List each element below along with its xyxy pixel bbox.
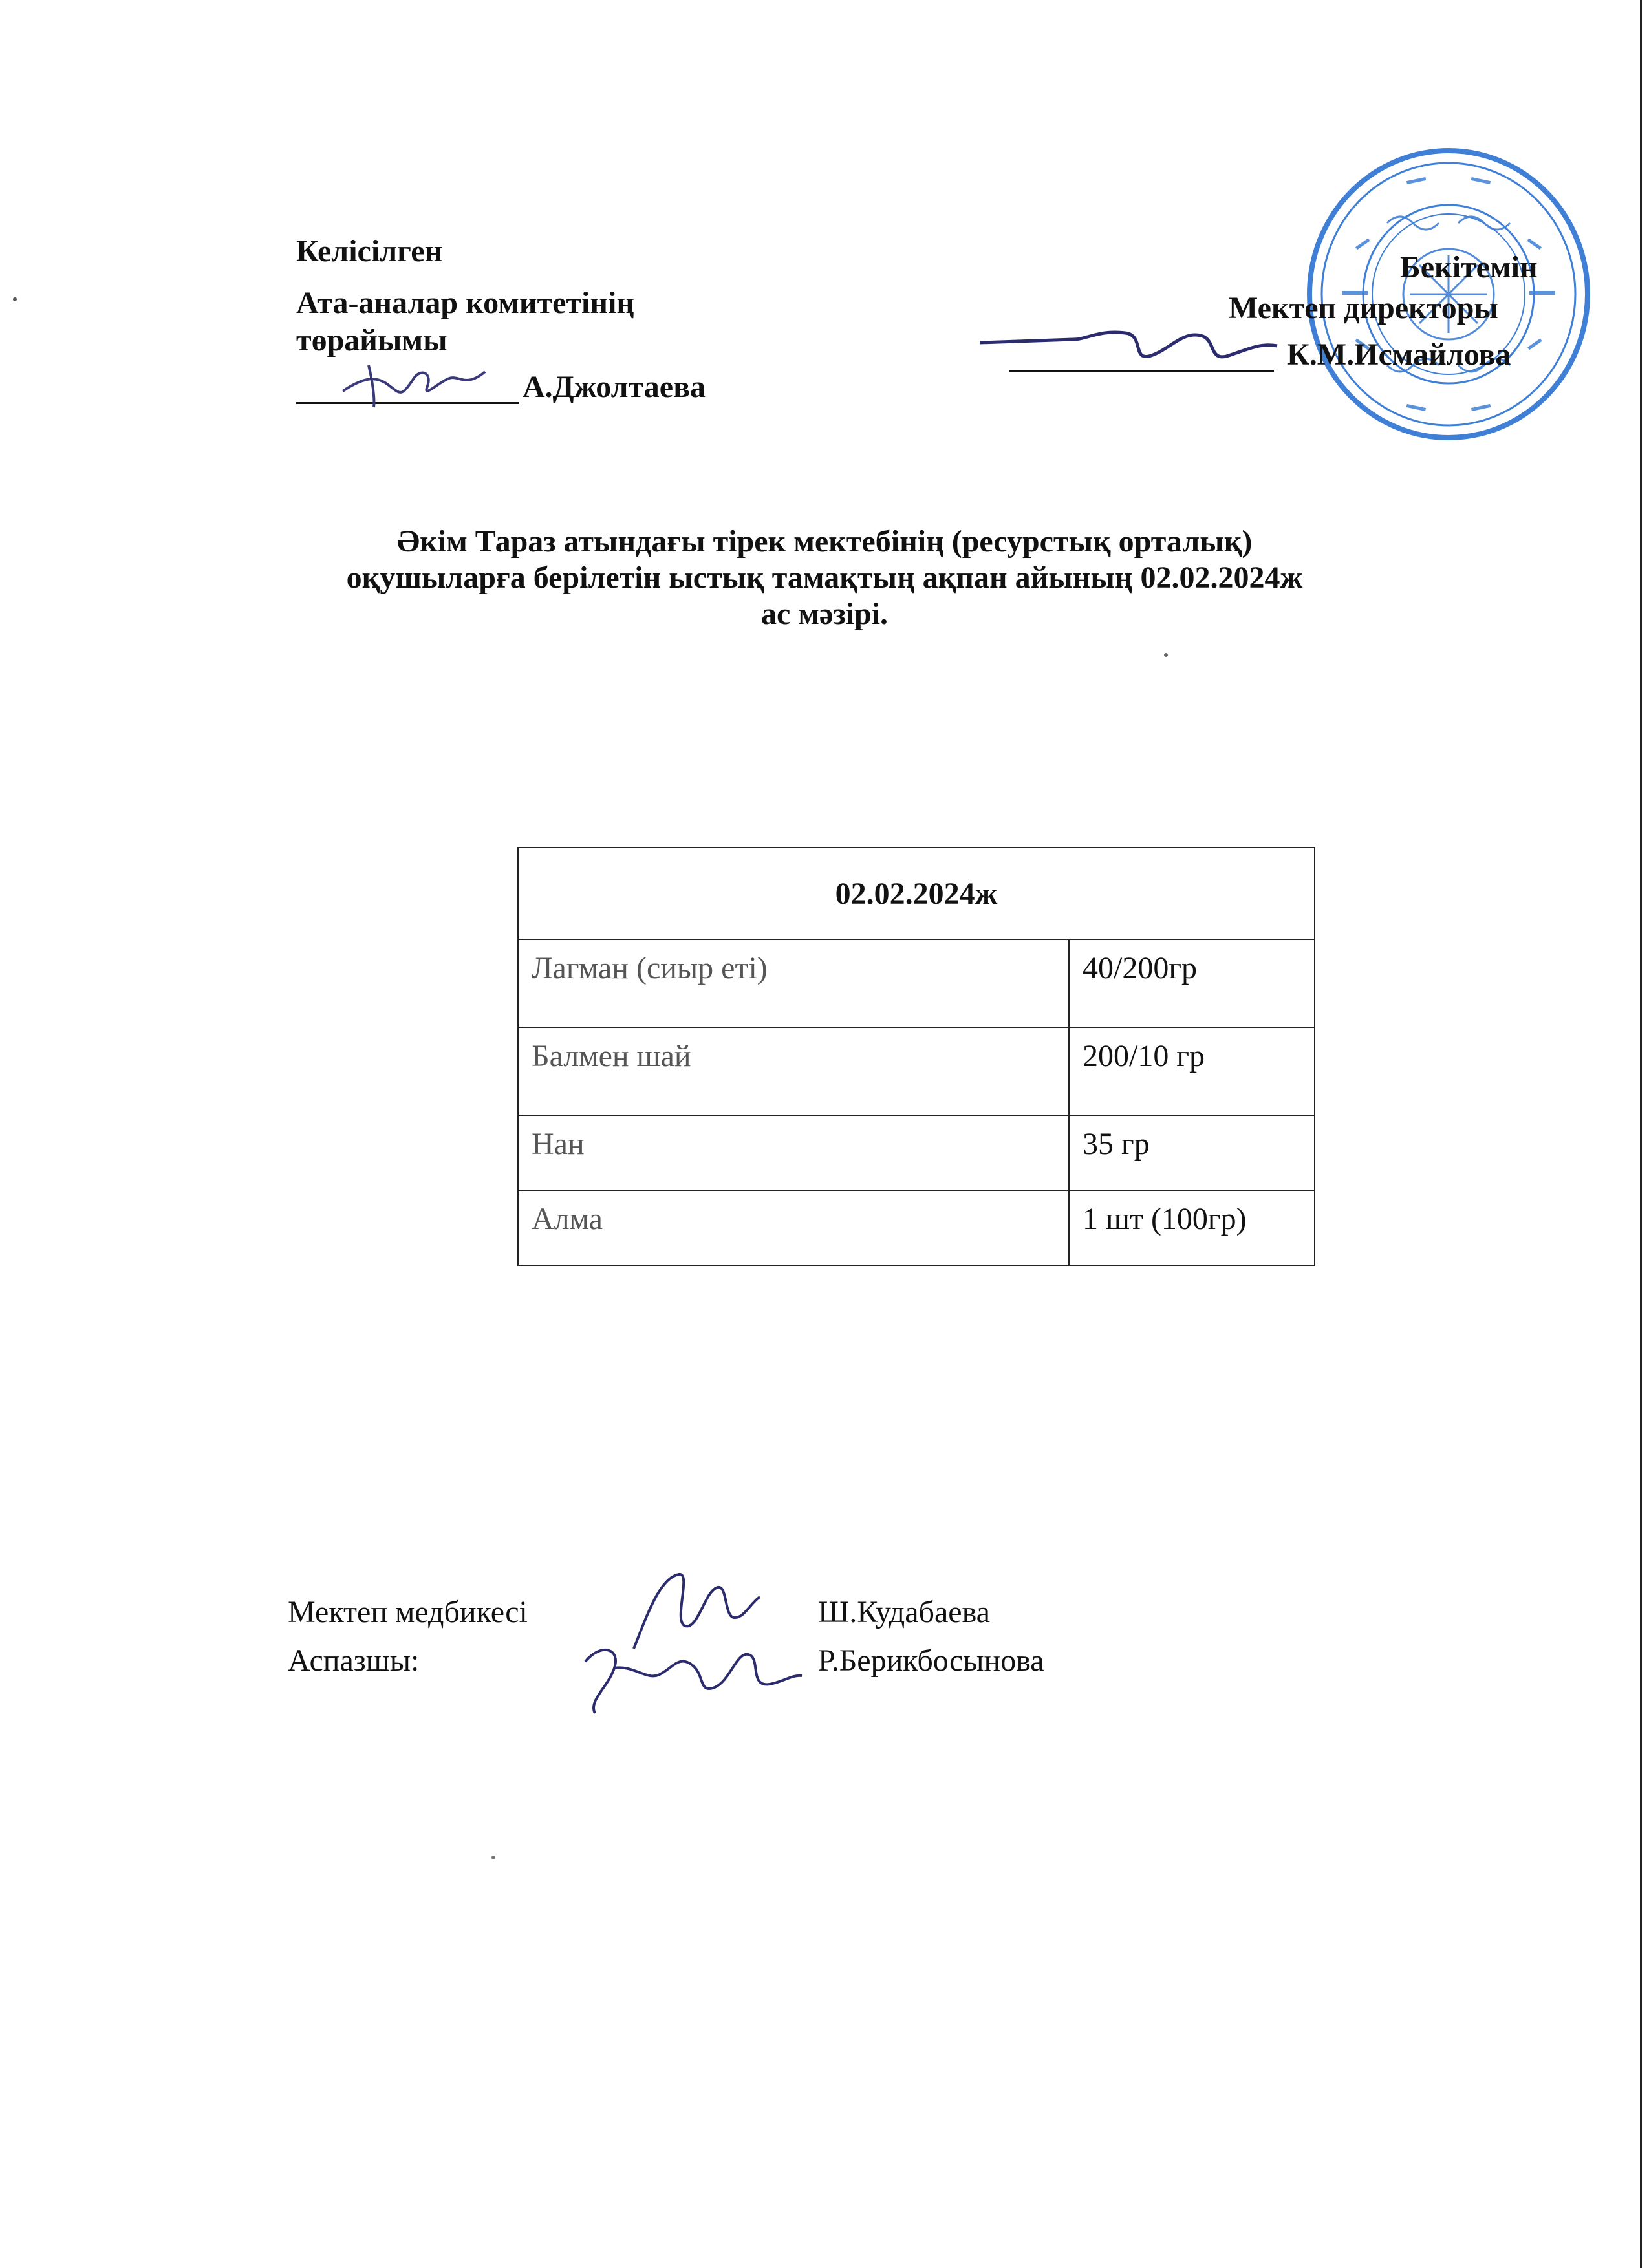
menu-item-qty: 200/10 гр (1069, 1027, 1315, 1115)
nurse-role: Мектеп медбикесі (288, 1595, 528, 1629)
scan-speck (13, 297, 17, 301)
scan-speck (491, 1856, 495, 1859)
cook-role: Аспазшы: (288, 1643, 420, 1678)
approval-right-label: Бекітемін (1400, 250, 1538, 284)
signature-right (976, 317, 1280, 381)
title-line-3: ас мәзірі. (761, 597, 888, 631)
table-row (518, 939, 1315, 1027)
table-row (518, 1027, 1315, 1115)
menu-item-qty: 35 гр (1069, 1115, 1315, 1190)
approval-left-name: А.Джолтаева (523, 370, 706, 404)
menu-item-qty: 1 шт (100гр) (1069, 1190, 1315, 1265)
menu-item-name: Лагман (сиыр еті) (518, 939, 1069, 1027)
approval-right-name: К.М.Исмайлова (1287, 337, 1511, 372)
document-title (259, 524, 1390, 632)
title-line-1: Әкім Тараз атындағы тірек мектебінің (ресурстық орталық) (396, 524, 1253, 559)
scan-speck (1164, 653, 1168, 657)
menu-item-name: Балмен шай (518, 1027, 1069, 1115)
table-row (518, 1190, 1315, 1265)
menu-item-qty: 40/200гр (1069, 939, 1315, 1027)
approval-right-role: Мектеп директоры (1229, 291, 1498, 325)
title-line-2: оқушыларға берілетін ыстық тамақтың ақпан айының 02.02.2024ж (346, 561, 1303, 595)
cook-name: Р.Берикбосынова (818, 1643, 1044, 1678)
scan-edge (1640, 0, 1642, 2268)
approval-left-role: төрайымы (296, 323, 447, 358)
table-row (518, 1115, 1315, 1190)
nurse-name: Ш.Кудабаева (818, 1595, 990, 1629)
approval-left-label: Келісілген (296, 234, 443, 268)
approval-left-committee: Ата-аналар комитетінің (296, 286, 635, 320)
menu-item-name: Алма (518, 1190, 1069, 1265)
signature-left (336, 352, 491, 411)
menu-item-name: Нан (518, 1115, 1069, 1190)
menu-table (517, 847, 1315, 1266)
menu-date-header: 02.02.2024ж (518, 848, 1315, 939)
signature-cook (576, 1629, 808, 1726)
